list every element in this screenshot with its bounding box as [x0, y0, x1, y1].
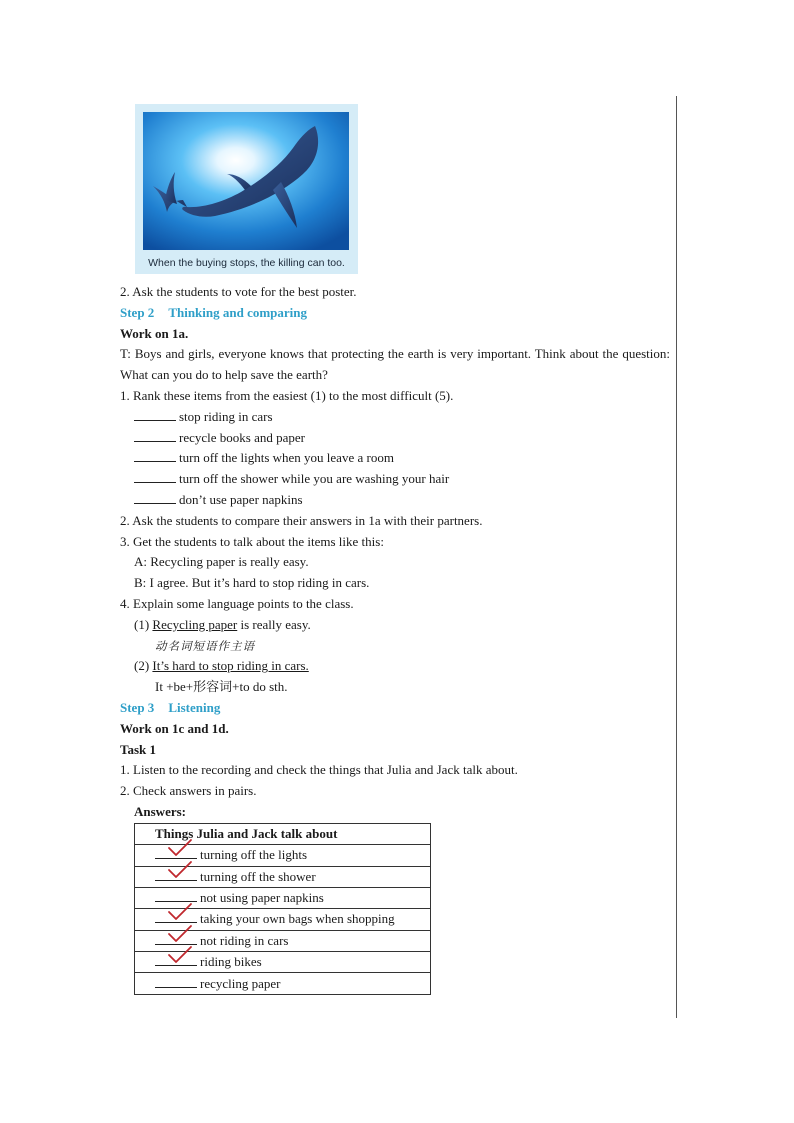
step3-heading — [120, 698, 670, 719]
language-point-2 — [120, 656, 670, 677]
answer-blank[interactable] — [134, 429, 176, 442]
point-rest: is really easy. — [237, 616, 311, 632]
page-margin-rule — [676, 96, 677, 1018]
step3-title: Listening — [168, 699, 221, 715]
talk-line: 3. Get the students to talk about the items like this: — [120, 533, 384, 549]
rank-item-text: don’t use paper napkins — [179, 491, 303, 507]
underlined-phrase: It’s hard to stop riding in cars. — [152, 658, 309, 674]
table-item-label: not using paper napkins — [200, 890, 324, 906]
answers-table — [134, 823, 431, 995]
answer-blank[interactable] — [155, 932, 197, 945]
table-item-label: recycling paper — [200, 975, 281, 991]
step2-title: Thinking and comparing — [168, 304, 308, 320]
rank-item — [120, 448, 670, 469]
underlined-phrase: Recycling paper — [152, 616, 238, 632]
rank-item-text: stop riding in cars — [179, 408, 273, 424]
dialogue-a: A: Recycling paper is really easy. — [134, 554, 309, 570]
vote-line: 2. Ask the students to vote for the best poster. — [120, 284, 357, 299]
table-header: Things Julia and Jack talk about — [135, 823, 431, 844]
lesson-content — [120, 104, 670, 995]
answer-blank[interactable] — [134, 491, 176, 504]
shark-poster — [135, 104, 358, 274]
table-cell — [135, 866, 431, 887]
rank-item-text: recycle books and paper — [179, 429, 305, 445]
step2-heading — [120, 303, 670, 324]
table-row — [135, 952, 431, 973]
rank-item-text: turn off the lights when you leave a room — [179, 450, 394, 466]
answer-blank[interactable] — [134, 470, 176, 483]
table-cell — [135, 952, 431, 973]
rank-instruction: 1. Rank these items from the easiest (1) to the most difficult (5). — [120, 387, 454, 403]
answer-blank[interactable] — [155, 910, 197, 923]
rank-item — [120, 428, 670, 449]
table-cell — [135, 973, 431, 994]
rank-item — [120, 469, 670, 490]
listen-line: 1. Listen to the recording and check the things that Julia and Jack talk about. — [120, 762, 518, 778]
answer-blank[interactable] — [155, 868, 197, 881]
step2-label: Step 2 — [120, 304, 155, 320]
answer-blank[interactable] — [155, 975, 197, 988]
check-mark-icon — [167, 945, 193, 965]
table-item-label: turning off the lights — [200, 847, 308, 863]
language-point-1 — [120, 615, 670, 636]
point-number: (1) — [134, 616, 153, 632]
answers-label: Answers: — [134, 803, 186, 819]
table-item-label: taking your own bags when shopping — [200, 911, 395, 927]
language-note-2: It +be+形容词+to do sth. — [155, 679, 288, 695]
teacher-intro: T: Boys and girls, everyone knows that protecting the earth is very important. Think about the question: What can you do to help save the earth? — [120, 346, 670, 383]
step3-label: Step 3 — [120, 699, 155, 715]
rank-item-text: turn off the shower while you are washing your hair — [179, 471, 450, 487]
point-number: (2) — [134, 658, 153, 674]
answer-blank[interactable] — [155, 889, 197, 902]
explain-line: 4. Explain some language points to the class. — [120, 595, 354, 611]
work-1a-heading: Work on 1a. — [120, 325, 189, 341]
rank-item — [120, 490, 670, 511]
check-mark-icon — [167, 924, 193, 944]
language-note-1: 动名词短语作主语 — [155, 638, 255, 653]
answer-blank[interactable] — [155, 953, 197, 966]
table-row — [135, 866, 431, 887]
shark-image — [143, 112, 349, 250]
compare-line: 2. Ask the students to compare their answers in 1a with their partners. — [120, 512, 483, 528]
work-1c-heading: Work on 1c and 1d. — [120, 720, 229, 736]
rank-item — [120, 407, 670, 428]
task1-heading: Task 1 — [120, 741, 157, 757]
answer-blank[interactable] — [155, 846, 197, 859]
check-mark-icon — [167, 860, 193, 880]
answer-blank[interactable] — [134, 449, 176, 462]
table-row — [135, 973, 431, 994]
answer-blank[interactable] — [134, 408, 176, 421]
table-item-label: riding bikes — [200, 954, 262, 970]
check-pairs-line: 2. Check answers in pairs. — [120, 783, 257, 799]
dialogue-b: B: I agree. But it’s hard to stop riding in cars. — [134, 575, 370, 591]
poster-caption: When the buying stops, the killing can too. — [148, 257, 345, 269]
table-item-label: turning off the shower — [200, 868, 316, 884]
check-mark-icon — [167, 838, 193, 858]
table-item-label: not riding in cars — [200, 932, 289, 948]
check-mark-icon — [167, 902, 193, 922]
